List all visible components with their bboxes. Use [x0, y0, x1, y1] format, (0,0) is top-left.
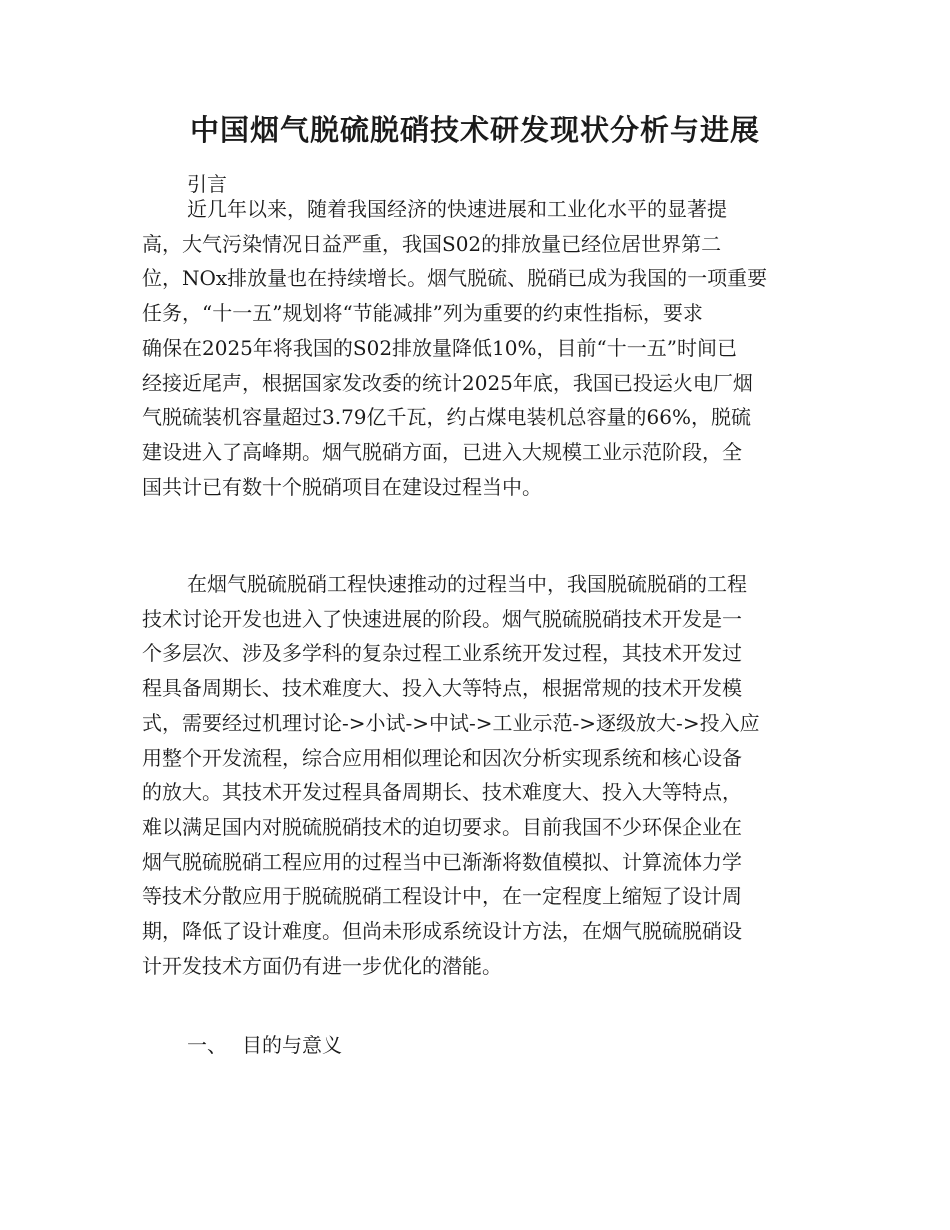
paragraph-1 — [142, 192, 810, 504]
paragraph-line: 等技术分散应用于脱硫脱硝工程设计中，在一定程度上缩短了设计周 — [142, 884, 742, 909]
section-heading — [187, 1030, 342, 1060]
paragraph-line: 计开发技术方面仍有进一步优化的潜能。 — [142, 953, 502, 978]
paragraph-line: 用整个开发流程，综合应用相似理论和因次分析实现系统和核心设备 — [142, 745, 742, 770]
paragraph-line: 难以满足国内对脱硫脱硝技术的迫切要求。目前我国不少环保企业在 — [142, 814, 742, 839]
paragraph-line: 确保在2025年将我国的S02排放量降低10%，目前“十一五”时间已 — [142, 335, 737, 360]
paragraph-line: 任务，“十一五”规划将“节能减排”列为重要的约束性指标，要求 — [142, 301, 703, 326]
paragraph-line: 经接近尾声，根据国家发改委的统计2025年底，我国已投运火电厂烟 — [142, 370, 753, 395]
paragraph-line: 近几年以来，随着我国经济的快速进展和工业化水平的显著提 — [187, 197, 727, 221]
paragraph-line: 的放大。其技术开发过程具备周期长、技术难度大、投入大等特点， — [142, 780, 742, 805]
paragraph-line: 程具备周期长、技术难度大、投入大等特点，根据常规的技术开发模 — [142, 676, 742, 701]
paragraph-line: 位，NOx排放量也在持续增长。烟气脱硫、脱硝已成为我国的一项重要 — [142, 266, 768, 291]
document-title: 中国烟气脱硫脱硝技术研发现状分析与进展 — [189, 113, 760, 147]
paragraph-line: 在烟气脱硫脱硝工程快速推动的过程当中，我国脱硫脱硝的工程 — [187, 572, 747, 596]
paragraph-line: 技术讨论开发也进入了快速进展的阶段。烟气脱硫脱硝技术开发是一 — [142, 606, 742, 631]
paragraph-line: 烟气脱硫脱硝工程应用的过程当中已渐渐将数值模拟、计算流体力学 — [142, 849, 742, 874]
section-number: 一、 — [187, 1033, 227, 1057]
paragraph-2 — [142, 567, 810, 983]
paragraph-line: 个多层次、涉及多学科的复杂过程工业系统开发过程，其技术开发过 — [142, 641, 742, 666]
intro-heading: 引言 — [187, 172, 227, 196]
paragraph-line: 高，大气污染情况日益严重，我国S02的排放量已经位居世界第二 — [142, 231, 722, 256]
paragraph-line: 国共计已有数十个脱硝项目在建设过程当中。 — [142, 474, 542, 499]
paragraph-line: 气脱硫装机容量超过3.79亿千瓦，约占煤电装机总容量的66%，脱硫 — [142, 405, 751, 430]
section-title: 目的与意义 — [242, 1033, 342, 1057]
paragraph-line: 期，降低了设计难度。但尚未形成系统设计方法，在烟气脱硫脱硝设 — [142, 919, 742, 944]
paragraph-line: 建设进入了高峰期。烟气脱硝方面，已进入大规模工业示范阶段，全 — [142, 439, 742, 464]
paragraph-line: 式，需要经过机理讨论->小试->中试->工业示范->逐级放大->投入应 — [142, 710, 760, 735]
